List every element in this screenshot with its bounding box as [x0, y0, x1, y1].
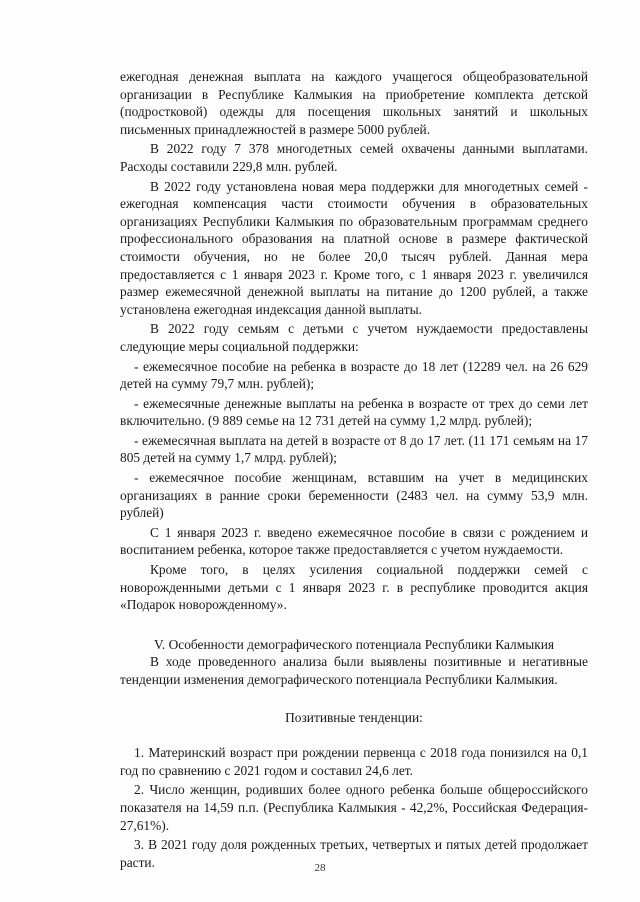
bullet-item: - ежемесячная выплата на детей в возрасте от 8 до 17 лет. (11 171 семьям на 17 805 детей на сумму 1,7 млрд. рублей); [120, 432, 588, 466]
bullet-item: - ежемесячное пособие на ребенка в возрасте до 18 лет (12289 чел. на 26 629 детей на сумму 79,7 млн. рублей); [120, 358, 588, 392]
paragraph: Кроме того, в целях усиления социальной поддержки семей с новорожденными детьми с 1 января 2023 г. в республике проводится акция «Подарок новорожденному». [120, 562, 588, 613]
paragraph: С 1 января 2023 г. введено ежемесячное пособие в связи с рождением и воспитанием ребенка, которое также предоставляется с учетом нуждаемости. [120, 524, 588, 558]
bullet-item: - ежемесячные денежные выплаты на ребенка в возрасте от трех до семи лет включительно. (9 889 семье на 12 731 детей на сумму 1,2 млрд. рублей); [120, 395, 588, 429]
paragraph: ежегодная денежная выплата на каждого учащегося общеобразовательной организации в Республике Калмыкия на приобретение комплекта детской (подростковой) одежды для посещения школьных занятий и школьных письменных принадлежностей в размере 5000 рублей. [120, 69, 588, 137]
numbered-item: 2. Число женщин, родивших более одного ребенка больше общероссийского показателя на 14,59 п.п. (Республика Калмыкия - 42,2%, Российская Федерация- 27,61%). [120, 782, 588, 833]
paragraph: В 2022 году установлена новая мера поддержки для многодетных семей - ежегодная компенсация части стоимости обучения в образовательных организациях Республики Калмыкия по образовательным программам среднего профессионального образования на платной основе в размере фактической стоимости обучения, но не более 20,0 тысяч рублей. Данная мера предоставляется с 1 января 2023 г. Кроме того, с 1 января 2023 г. увеличился размер ежемесячной денежной выплаты на питание до 1200 рублей, а также установлена ежегодная индексация данной выплаты. [120, 178, 588, 317]
numbered-item: 3. В 2021 году доля рожденных третьих, четвертых и пятых детей продолжает расти. [120, 837, 588, 870]
paragraph: В 2022 году семьям с детьми с учетом нуждаемости предоставлены следующие меры социальной поддержки: [120, 321, 588, 354]
section-heading: V. Особенности демографического потенциала Республики Калмыкия [153, 636, 555, 652]
subheading: Позитивные тенденции: [285, 709, 423, 725]
page-number: 28 [314, 862, 326, 874]
section-intro: В ходе проведенного анализа были выявлены позитивные и негативные тенденции изменения демографического потенциала Республики Калмыкия. [120, 654, 588, 687]
paragraph: В 2022 году 7 378 многодетных семей охвачены данными выплатами. Расходы составили 229,8 млн. рублей. [120, 141, 588, 174]
numbered-item: 1. Материнский возраст при рождении первенца с 2018 года понизился на 0,1 год по сравнению с 2021 годом и составил 24,6 лет. [120, 745, 588, 778]
page-body [120, 68, 588, 873]
bullet-item: - ежемесячное пособие женщинам, вставшим на учет в медицинских организациях в ранние сроки беременности (2483 чел. на сумму 53,9 млн. рублей) [120, 470, 588, 521]
